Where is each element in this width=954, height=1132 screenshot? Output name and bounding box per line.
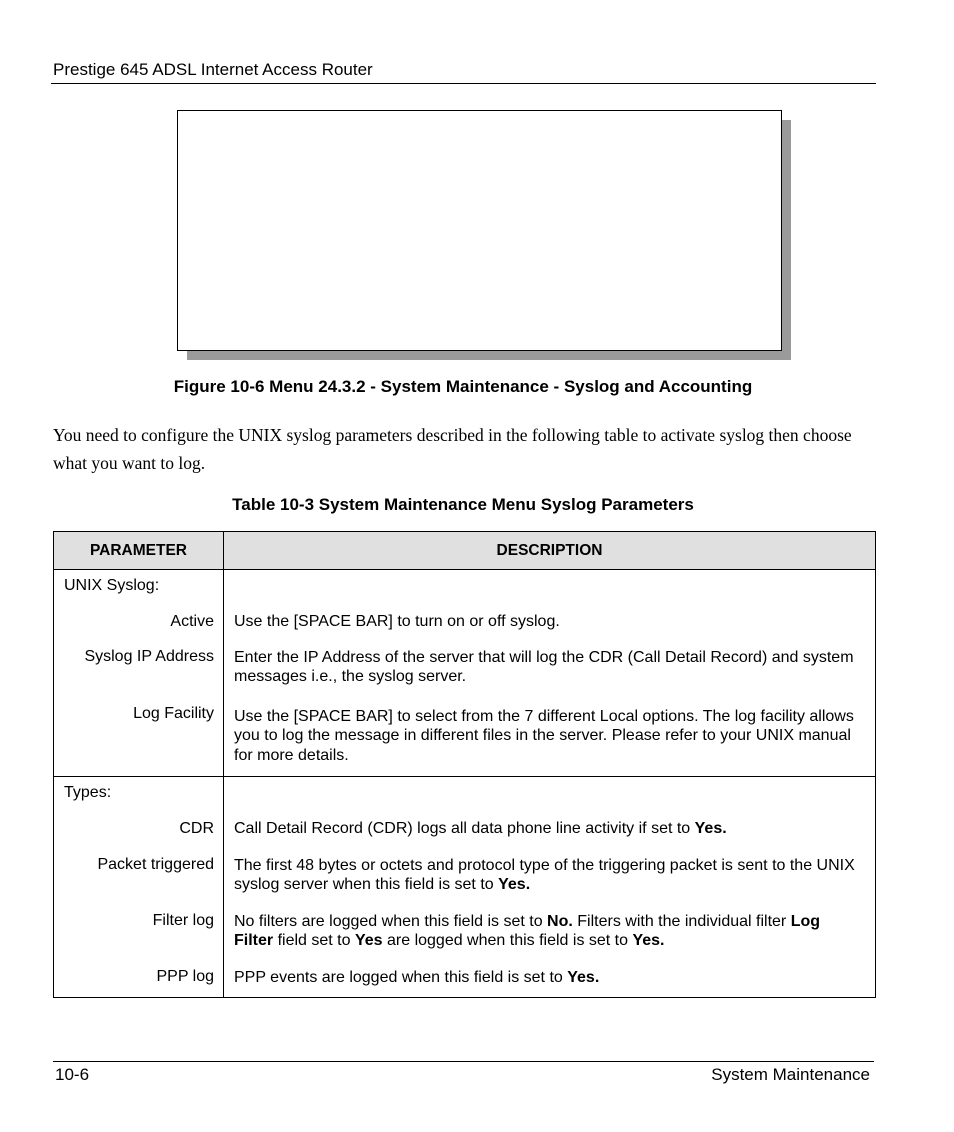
footer-divider xyxy=(53,1061,874,1062)
param-filter-log: Filter log xyxy=(152,911,214,929)
desc-filter-log: No filters are logged when this field is set to No. Filters with the individual filter Log Filter field set to Yes are logged when this field is set to Yes. xyxy=(234,912,821,949)
parameter-cell xyxy=(54,570,224,777)
param-packet-triggered: Packet triggered xyxy=(97,856,214,873)
group-label: Types: xyxy=(64,784,112,801)
desc-cdr: Call Detail Record (CDR) logs all data phone line activity if set to Yes. xyxy=(234,820,727,837)
desc-syslog-ip: Enter the IP Address of the server that will log the CDR (Call Detail Record) and system messages i.e., the syslog server. xyxy=(234,648,854,685)
desc-ppp-log: PPP events are logged when this field is set to Yes. xyxy=(234,968,600,986)
page-number: 10-6 xyxy=(55,1065,90,1084)
param-log-facility: Log Facility xyxy=(133,704,214,722)
param-ppp-log: PPP log xyxy=(156,968,214,985)
emphasis-text: Yes. xyxy=(498,876,531,893)
emphasis-text: Yes. xyxy=(567,968,600,986)
emphasis-text: Yes. xyxy=(632,932,665,949)
header-divider xyxy=(51,83,876,84)
emphasis-text: Yes. xyxy=(694,820,727,837)
emphasis-text: Log Filter xyxy=(234,912,821,949)
desc-log-facility: Use the [SPACE BAR] to select from the 7 different Local options. The log facility allows you to log the message in different files in the server. Please refer to your UNIX manual for more details. xyxy=(234,707,854,764)
syslog-parameters-table xyxy=(53,531,876,998)
desc-packet-triggered: The first 48 bytes or octets and protocol type of the triggering packet is sent to the UNIX syslog server when this field is set to Yes. xyxy=(234,856,855,893)
running-header-title: Prestige 645 ADSL Internet Access Router xyxy=(53,60,373,79)
intro-paragraph: You need to configure the UNIX syslog parameters described in the following table to activate syslog then choose what you want to log. xyxy=(53,425,852,473)
parameter-cell xyxy=(54,777,224,998)
description-cell xyxy=(224,570,876,777)
figure-caption: Figure 10-6 Menu 24.3.2 - System Maintenance - Syslog and Accounting xyxy=(173,377,753,396)
header-parameter: PARAMETER xyxy=(54,532,224,570)
table-group-row xyxy=(54,570,876,777)
figure-screen-box xyxy=(177,110,782,351)
param-active: Active xyxy=(170,612,214,630)
header-description: DESCRIPTION xyxy=(224,532,876,570)
param-syslog-ip: Syslog IP Address xyxy=(84,648,214,665)
table-caption: Table 10-3 System Maintenance Menu Syslog Parameters xyxy=(232,495,694,514)
desc-active: Use the [SPACE BAR] to turn on or off syslog. xyxy=(234,613,560,630)
emphasis-text: Yes xyxy=(354,932,383,949)
emphasis-text: No. xyxy=(547,912,573,930)
table-header-row xyxy=(54,532,876,570)
section-name: System Maintenance xyxy=(711,1065,870,1084)
param-cdr: CDR xyxy=(179,819,214,837)
description-cell xyxy=(224,777,876,998)
group-label: UNIX Syslog: xyxy=(64,577,160,594)
table-group-row xyxy=(54,777,876,998)
